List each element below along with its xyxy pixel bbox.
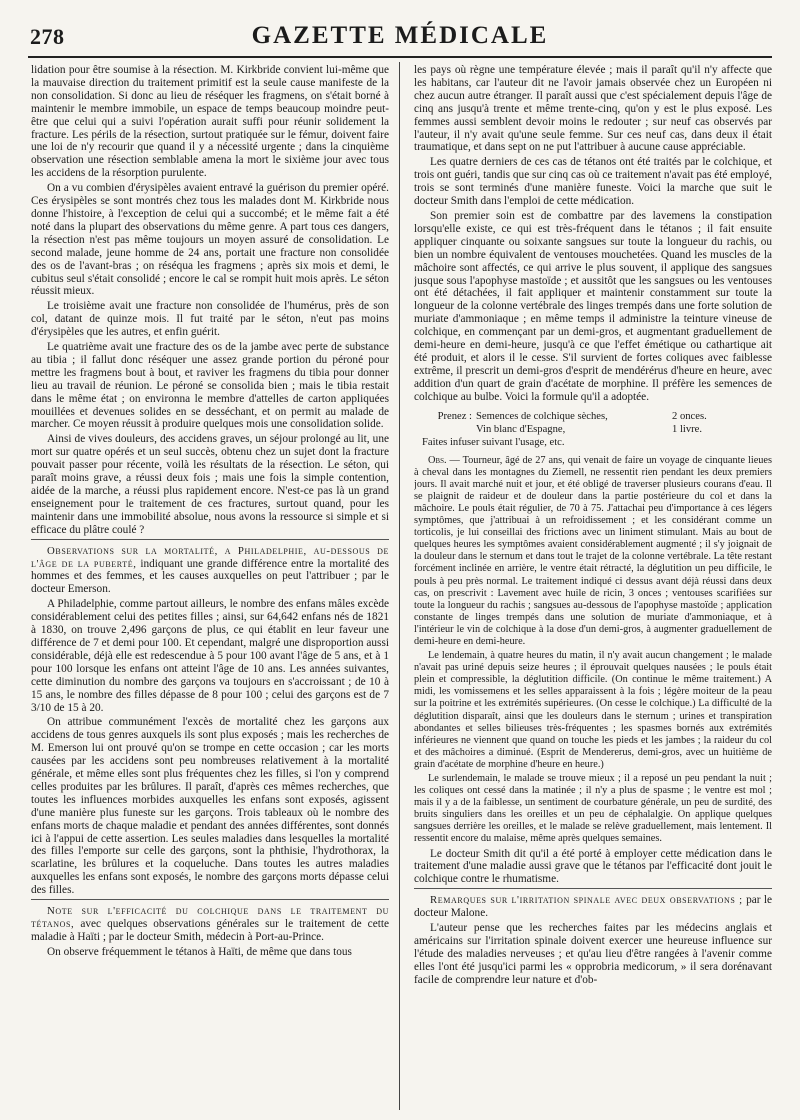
observation-paragraph: Obs. — Tourneur, âgé de 27 ans, qui venait de faire un voyage de cinquante lieues à cheval dans les montagnes du Ziemell, ne ressentit rien pendant les deux premiers jours. Il avait marché nuit et jour, et été obligé de traverser plusieurs courans d'eau. Il se plaignit de raideur et de douleur dans la partie postérieure du col et dans la mâchoire. Le pouls était régulier, de 70 à 75. J'attachai peu d'importance à ces légers symptômes, que j'attribuai à un refroidissement ; et les considérant comme un torticolis, je lui conseillai des frictions avec un liniment stimulant. Mais au bout de quelques heures les symptômes avaient considérablement augmenté ; il s'y joignait de la douleur dans le sternum et dans tout le trajet de la colonne vertébrale. La tête restant forcément inclinée en arrière, le ventre était rétracté, la déglutition un peu difficile, le pouls à peu près normal. Le traitement indiqué ci dessus avant déjà réussi dans deux cas, on prescrivit : Lavement avec huile de ricin, 3 onces ; ventouses scarifiées sur toute la longueur du rachis ; sangsues au-dessous de l'apophyse mastoïde ; application constante de linges trempés dans une solution de muriate d'ammoniaque, et à l'intérieur le vin de colchique à la dose d'un demi-gros, à augmenter graduellement de demi-heure en demi-heure. (414, 454, 772, 647)
observation-label: Obs. (428, 454, 447, 466)
section-heading-spinal (414, 888, 772, 920)
recipe-quantity: 1 livre. (672, 423, 703, 435)
paragraph: On observe fréquemment le tétanos à Haïti, de même que dans tous (47, 945, 352, 958)
section-heading-mortality (31, 539, 389, 597)
section-title: Observations sur la mortalité, a Philadelphie, au-dessous de l'âge de la puberté, (31, 544, 389, 570)
paragraph: Le troisième avait une fracture non consolidée de l'humérus, près de son col, datant de quinze mois. Il fut traité par le séton, n'eut pas moins d'érysipèles que les autres, et enfin guérit. (31, 300, 389, 339)
section-title: Note sur l'efficacité du colchique dans le traitement du tétanos, (31, 905, 389, 930)
section-intro: avec quelques observations générales sur le traitement de cette maladie à Haïti ; par le docteur Smith, médecin à Port-au-Prince. (31, 918, 389, 943)
observation-paragraph: Le surlendemain, le malade se trouve mieux ; il a reposé un peu pendant la nuit ; les coliques ont cessé dans la matinée ; il n'y a plus de spasme ; le ventre est mol ; mais il y a de la faiblesse, un sentiment de courbature générale, un peu de surdité, des bruits singuliers dans les oreilles et un peu de céphalalgie. On applique quelques sangsues derrière les oreilles, et le malade se relève graduellement, mais lentement. Il ressentit encore du malaise, même après quelques semaines. (414, 773, 772, 845)
paragraph: Le docteur Smith dit qu'il a été porté à employer cette médication dans le traitement d'une maladie aussi grave que le tétanos par l'efficacité dont jouit le colchique contre le rhumatisme. (414, 847, 772, 886)
paragraph: A Philadelphie, comme partout ailleurs, le nombre des enfans mâles excède considérablement celui des petites filles ; ainsi, sur 64,642 enfans nés de 1821 à 1830, on trouve 2,496 garçons de plus, ce qui établit en leur faveur une différence de 7 et demi pour 100. Et cependant, malgré une disproportion aussi considérable, déjà elle est redescendue à 5 pour 100 avant l'âge de 5 ans, et à 1 pour 100 lorsque les enfans ont atteint l'âge de 10 ans. Les années suivantes, cette diminution du nombre des garçons va toujours en s'accroissant ; de 10 à 15 ans, le nombre des filles dépasse de 8 pour 100 ; celui des garçons est de 7 3/10 de 15 à 20. (31, 598, 389, 714)
recipe-quantity: 2 onces. (672, 410, 707, 422)
section-title: Remarques sur l'irritation spinale avec deux observations ; (430, 894, 743, 907)
section-intro: par le docteur Malone. (414, 894, 772, 920)
page-number: 278 (30, 24, 65, 49)
section-intro: indiquant une grande différence entre la mortalité des hommes et des femmes, et les causes auxquelles on peut l'attribuer ; par le docteur Emerson. (31, 557, 389, 596)
paragraph: les pays où règne une température élevée ; mais il paraît qu'il n'y affecte que les habitans, car l'auteur dit ne l'avoir jamais observée chez un Européen ni chez aucun autre étranger. Il paraît aussi que c'est spécialement depuis l'âge de cinq ans jusqu'à trente et même trente-cinq, qu'on y est le plus exposé. Les femmes aussi semblent devoir moins le redouter ; sur neuf cas observés par l'auteur, il n'y avait qu'une seule femme. Sur ces neuf cas, dans deux il était traumatique, et dans sept on ne put l'attribuer à aucune cause appréciable. (414, 64, 772, 154)
left-column (31, 64, 389, 1108)
recipe-formula (414, 410, 772, 449)
section-heading-colchique (31, 899, 389, 944)
observation-paragraph: Le lendemain, à quatre heures du matin, il n'y avait aucun changement ; le malade n'avait pas uriné depuis seize heures ; il éprouvait quelques nausées ; le pouls était plein et compressible, la déglutition difficile. (On continue le même traitement.) A midi, les vomissemens et les selles apparaissent à la fois ; légère moiteur de la peau sur la poitrine et les extrémités supérieures. (On cesse le colchique.) La difficulté de la déglutition disparaît, ainsi que les douleurs dans le sternum ; urines et transpiration abondantes et selles bilieuses très-fréquentes ; les spasmes bornés aux extrémités inférieures ne viennent que quand on touche les pieds et les jambes ; la raideur du col et des mâchoires a diminué. (Esprit de Mendererus, demi-gros, avec un huitième de grain d'acétate de morphine d'heure en heure.) (414, 650, 772, 770)
paragraph: Son premier soin est de combattre par des lavemens la constipation lorsqu'elle existe, ce qui est très-fréquent dans le tétanos ; il fait ensuite appliquer cinquante ou soixante sangsues sur toute la longueur du rachis, ou bien un nombre équivalent de ventouses mouchetées. Quand les muscles de la mâchoire sont affectés, ce qui arrive le plus souvent, il applique des sangsues jusque sous l'apophyse mastoïde ; et aussitôt que les sangsues ou les ventouses ont été détachées, il fait appliquer et maintenir constamment sur toute la longueur de la colonne vertébrale des linges trempés dans une forte solution de muriate d'ammoniaque ; en même temps il administre la teinture vineuse de colchique, en commençant par un demi-gros, et augmentant graduellement de demi-heure en demi-heure, jusqu'à ce que l'effet émétique ou cathartique ait été produit, et alors il le cesse. S'il survient de fortes coliques avec faiblesse extrême, il prescrit un demi-gros d'esprit de mendérérus d'heure en heure, avec addition d'un quart de grain d'acétate de morphine. Il préfère les semences de colchique au bulbe. Voici la formule qu'il a adoptée. (414, 209, 772, 403)
paragraph: Les quatre derniers de ces cas de tétanos ont été traités par le colchique, et trois ont guéri, tandis que sur cinq cas où ce traitement n'avait pas été employé, trois se sont terminés d'une manière funeste. Voici la marche que suit le docteur Smith dans l'emploi de cette médication. (414, 156, 772, 208)
journal-title: GAZETTE MÉDICALE (251, 22, 549, 49)
right-column (414, 64, 772, 1108)
recipe-label: Prenez : (437, 410, 472, 422)
paragraph: L'auteur pense que les recherches faites par les médecins anglais et américains sur l'irritation spinale doivent exercer une heureuse influence sur l'étude des maladies nerveuses ; et qu'au lieu d'être rangées à l'avenir comme elles l'ont été jusqu'ici parmi les « opprobria medicorum, » il sera dorénavant facile de comprendre leur nature et d'ob- (414, 922, 772, 986)
paragraph: lidation pour être soumise à la résection. M. Kirkbride convient lui-même que la mauvaise direction du traitement primitif est la seule cause manifeste de la non consolidation. Si donc au lieu de réséquer les fragmens, on s'était borné à maintenir le membre immobile, un espace de temps beaucoup moindre peut-être que celui qui a suivi l'opération aurait suffi pour réunir solidement la fracture. Les périls de la résection, surtout pratiquée sur le fémur, doivent faire une loi de n'y recourir que quand il y a nécessité urgente ; dans la cinquième observation une résection semblable amena la mort le sixième jour avec tous les accidens de la résorption purulente. (31, 64, 389, 180)
recipe-note: Faites infuser suivant l'usage, etc. (422, 436, 565, 448)
paragraph: On a vu combien d'érysipèles avaient entravé la guérison du premier opéré. Ces érysipèles se sont montrés chez tous les malades dont M. Kirkbride nous donne l'histoire, à l'exception de celui qui a succombé; et le même fait a été noté dans la plupart des observations du même genre. A part tous ces dangers, la résection n'est pas même toujours un moyen assuré de consolidation. Le second malade, jeune homme de 24 ans, portait une fracture non consolidée des os de l'avant-bras ; on réséqua les fragmens ; après six mois et demi, le cubitus seul s'était consolidé ; encore le cal se rompit huit mois après. Le séton réussit mieux. (31, 182, 389, 298)
paragraph: Le quatrième avait une fracture des os de la jambe avec perte de substance au tibia ; il fallut donc réséquer une assez grande portion du péroné pour mettre les fragmens bout à bout, et raviver les fragmens du tibia pour donner lieu au travail de réunion. Le péroné se consolida bien ; mais le tibia restait dans le même état ; on environna le membre d'attelles de carton appliquées mouillées et devenues solides en se desséchant, et on permit au malade de marcher. Ce moyen réussit à produire quelques mois une consolidation solide. (31, 341, 389, 431)
paragraph: On attribue communément l'excès de mortalité chez les garçons aux accidens de tous genres auxquels ils sont plus exposés ; mais les recherches de M. Emerson lui ont prouvé qu'on se trompe en cette occasion ; car les morts causées par les accidens sont peu nombreuses relativement à la mortalité générale, et même elles sont plus fréquentes chez les filles, si l'on y comprend celles produites par les brûlures. Il paraît, d'après ces mêmes recherches, que toutes les influences morbides auxquelles les enfans sont exposés, agissent d'une manière plus funeste sur les garçons. Trois tableaux où le nombre des enfans morts de chaque maladie et pendant des années différentes, sont donnés ici à l'appui de cette assertion. Les seules maladies dans lesquelles la mortalité des filles l'emporte sur celle des garçons, sont la phthisie, l'hydrothorax, la scarlatine, les brûlures et la coqueluche. Dans toutes les autres maladies auxquelles les enfans sont exposés, le nombre des garçons morts dépasse celui des filles. (31, 716, 389, 897)
paragraph: Ainsi de vives douleurs, des accidens graves, un séjour prolongé au lit, une mort sur quatre opérés et un seul succès, obtenu chez un sujet dont la fracture pouvait passer pour récente, voilà les résultats de la résection. Le séton, qui paraît moins grave, a réussi deux fois ; mais une fois la simple contention, aidée de la marche, a réussi plus rapidement encore. N'est-ce pas là un grand enseignement pour le traitement de ces fractures, surtout quand, pour les maintenir dans une immobilité absolue, nous avons la ressource si simple et si efficace du plâtre coulé ? (31, 433, 389, 536)
recipe-item: Semences de colchique sèches, (476, 410, 608, 422)
column-divider (399, 62, 400, 1110)
recipe-item: Vin blanc d'Espagne, (476, 423, 566, 435)
page-header (28, 22, 772, 58)
observation-block (414, 455, 772, 846)
